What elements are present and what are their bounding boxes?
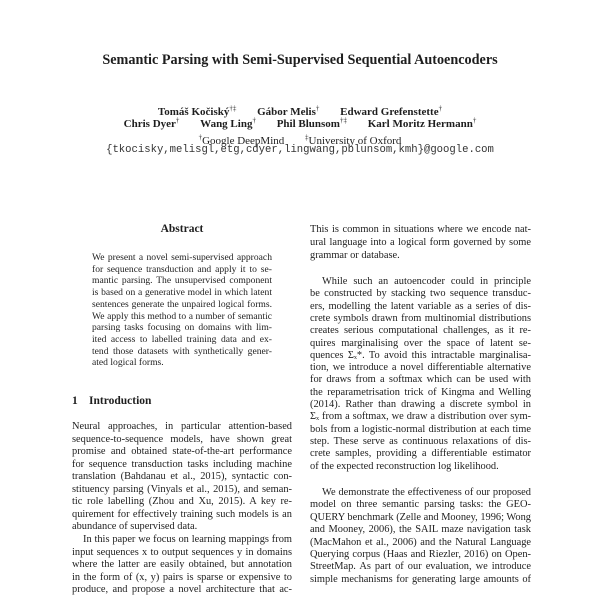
author-name: Phil Blunsom (276, 117, 340, 130)
body-line: (2014). Rather than drawing a discrete symbol in (310, 399, 531, 410)
abstract-line: for sequence transduction and apply it to se- (92, 263, 272, 275)
body-line: creates serious computational challenges, as it re- (310, 325, 531, 337)
author (124, 118, 180, 130)
intro-line: abundance of supervised data. (72, 521, 198, 532)
author-emails: {tkocisky,melisgl,etg,cdyer,lingwang,pblunsom,kmh}@google.com (106, 144, 494, 156)
affiliation-mark: † (252, 116, 256, 124)
abstract-line: ited access to labelled training data and ex- (92, 333, 272, 345)
body-line: crete symbols drawn from multinomial distributions (310, 312, 531, 324)
body-line: tion, we introduce a novel differentiable alternative (310, 362, 531, 374)
affiliation-mark: † (175, 116, 180, 124)
body-line: crete samples, providing a differentiable estimator (310, 448, 531, 460)
body-line: ers, modelling the latent variable as a series of dis- (310, 300, 531, 312)
intro-line: In this paper we focus on learning mappings from (83, 534, 292, 545)
body-line: grammar or database. (310, 250, 400, 261)
author-name: Karl Moritz Hermann (367, 117, 473, 130)
abstract-line: ated logical forms. (92, 357, 164, 369)
intro-line: for sequence transduction tasks including machine (72, 458, 292, 470)
affiliation-mark: † (198, 133, 203, 141)
section-number: 1 (72, 395, 78, 407)
body-line: model on three semantic parsing tasks: the GEO- (310, 499, 531, 511)
author (368, 118, 477, 130)
abstract-line: is based on a generative model in which latent (92, 287, 272, 299)
intro-line: quirement for effectively training such models is an (72, 508, 292, 520)
body-line: simple mechanisms for generating large amounts of (310, 573, 531, 585)
body-line: QUERY benchmark (Zelle and Mooney, 1996; Wong (310, 511, 531, 523)
abstract-line: We apply this method to a number of semantic (92, 310, 272, 322)
author-name: Chris Dyer (123, 117, 176, 130)
affiliation-name: University of Oxford (308, 134, 402, 147)
body-line: be constructed by stacking two sequence transduc- (310, 288, 531, 300)
body-line: This is common in situations where we encode nat- (310, 224, 531, 235)
abstract-line: parsing tasks focusing on domains with lim- (92, 322, 272, 334)
body-line: of the expected reconstruction log likelihood. (310, 460, 499, 472)
intro-line: Neural approaches, in particular attention-based (72, 421, 292, 432)
author-name: Tomáš Kočiský (157, 105, 230, 118)
body-line: bols from a logistic-normal distribution at each time (310, 423, 531, 435)
body-line: StreetMap. As part of our evaluation, we introduce (310, 561, 531, 573)
intro-line: produce, and propose a novel architecture that ac- (72, 584, 292, 595)
affiliation-mark: †‡ (339, 116, 347, 124)
paper-title: Semantic Parsing with Semi-Supervised Sequential Autoencoders (102, 52, 498, 68)
intro-line: where the latter are easily obtained, but annotation (72, 559, 292, 570)
intro-line: tic role labelling (Zhou and Xu, 2015). A key re- (72, 496, 292, 507)
author-name: Wang Ling (200, 117, 253, 130)
intro-line: promise and obtained state-of-the-art performance (72, 446, 292, 457)
body-line: (MacMahon et al., 2006) and the Natural Language (310, 536, 531, 548)
intro-line: translation (Bahdanau et al., 2015), syntactic con- (72, 471, 292, 482)
abstract-line: sentences generate the unpaired logical forms. (92, 298, 272, 310)
body-line: We demonstrate the effectiveness of our proposed (322, 487, 531, 498)
body-line: for draws from a softmax which can be used with (310, 374, 531, 386)
intro-line: sequence-to-sequence models, have shown great (72, 433, 292, 445)
section-title: Introduction (89, 395, 152, 407)
author (200, 118, 256, 130)
body-line: Querying corpus (Haas and Riezler, 2016) on Open- (310, 549, 531, 560)
body-line: quences Σₓ*. To avoid this intractable marginalisa- (310, 349, 531, 361)
body-line: quires marginalising over the space of latent se- (310, 337, 531, 349)
body-line: step. These serve as continuous relaxations of dis- (310, 435, 531, 447)
abstract-line: mantic parsing. The unsupervised component (92, 275, 272, 287)
author-name: Gábor Melis (257, 105, 316, 118)
body-line: the reparametrisation trick of Kingma and Welling (310, 386, 531, 398)
author (277, 118, 347, 130)
affiliation-name: Google DeepMind (202, 134, 285, 147)
abstract-heading: Abstract (160, 223, 204, 235)
author-name: Edward Grefenstette (340, 105, 439, 118)
affiliation-mark: †‡ (229, 104, 237, 112)
affiliation-mark: † (315, 104, 320, 112)
abstract-line: We present a novel semi-supervised approach (92, 252, 272, 263)
body-line: and Mooney, 2006), the SAIL maze navigation task (310, 524, 531, 536)
affiliation-mark: ‡ (305, 133, 309, 141)
affiliation-mark: † (438, 104, 443, 112)
authors-row-2 (0, 116, 600, 130)
body-line: ural language into a logical form governed by some (310, 237, 531, 248)
intro-line: in the form of (x, y) pairs is sparse or expensive to (72, 571, 292, 583)
intro-line: input sequences x to output sequences y in domains (72, 546, 292, 558)
intro-line: stituency parsing (Vinyals et al., 2015), and seman- (72, 483, 292, 495)
affiliation-mark: † (472, 116, 477, 124)
abstract-line: tend those datasets with synthetically gener- (92, 345, 272, 357)
body-line: Σₓ from a softmax, we draw a distribution over sym- (310, 411, 531, 423)
body-line: While such an autoencoder could in principle (322, 276, 531, 287)
